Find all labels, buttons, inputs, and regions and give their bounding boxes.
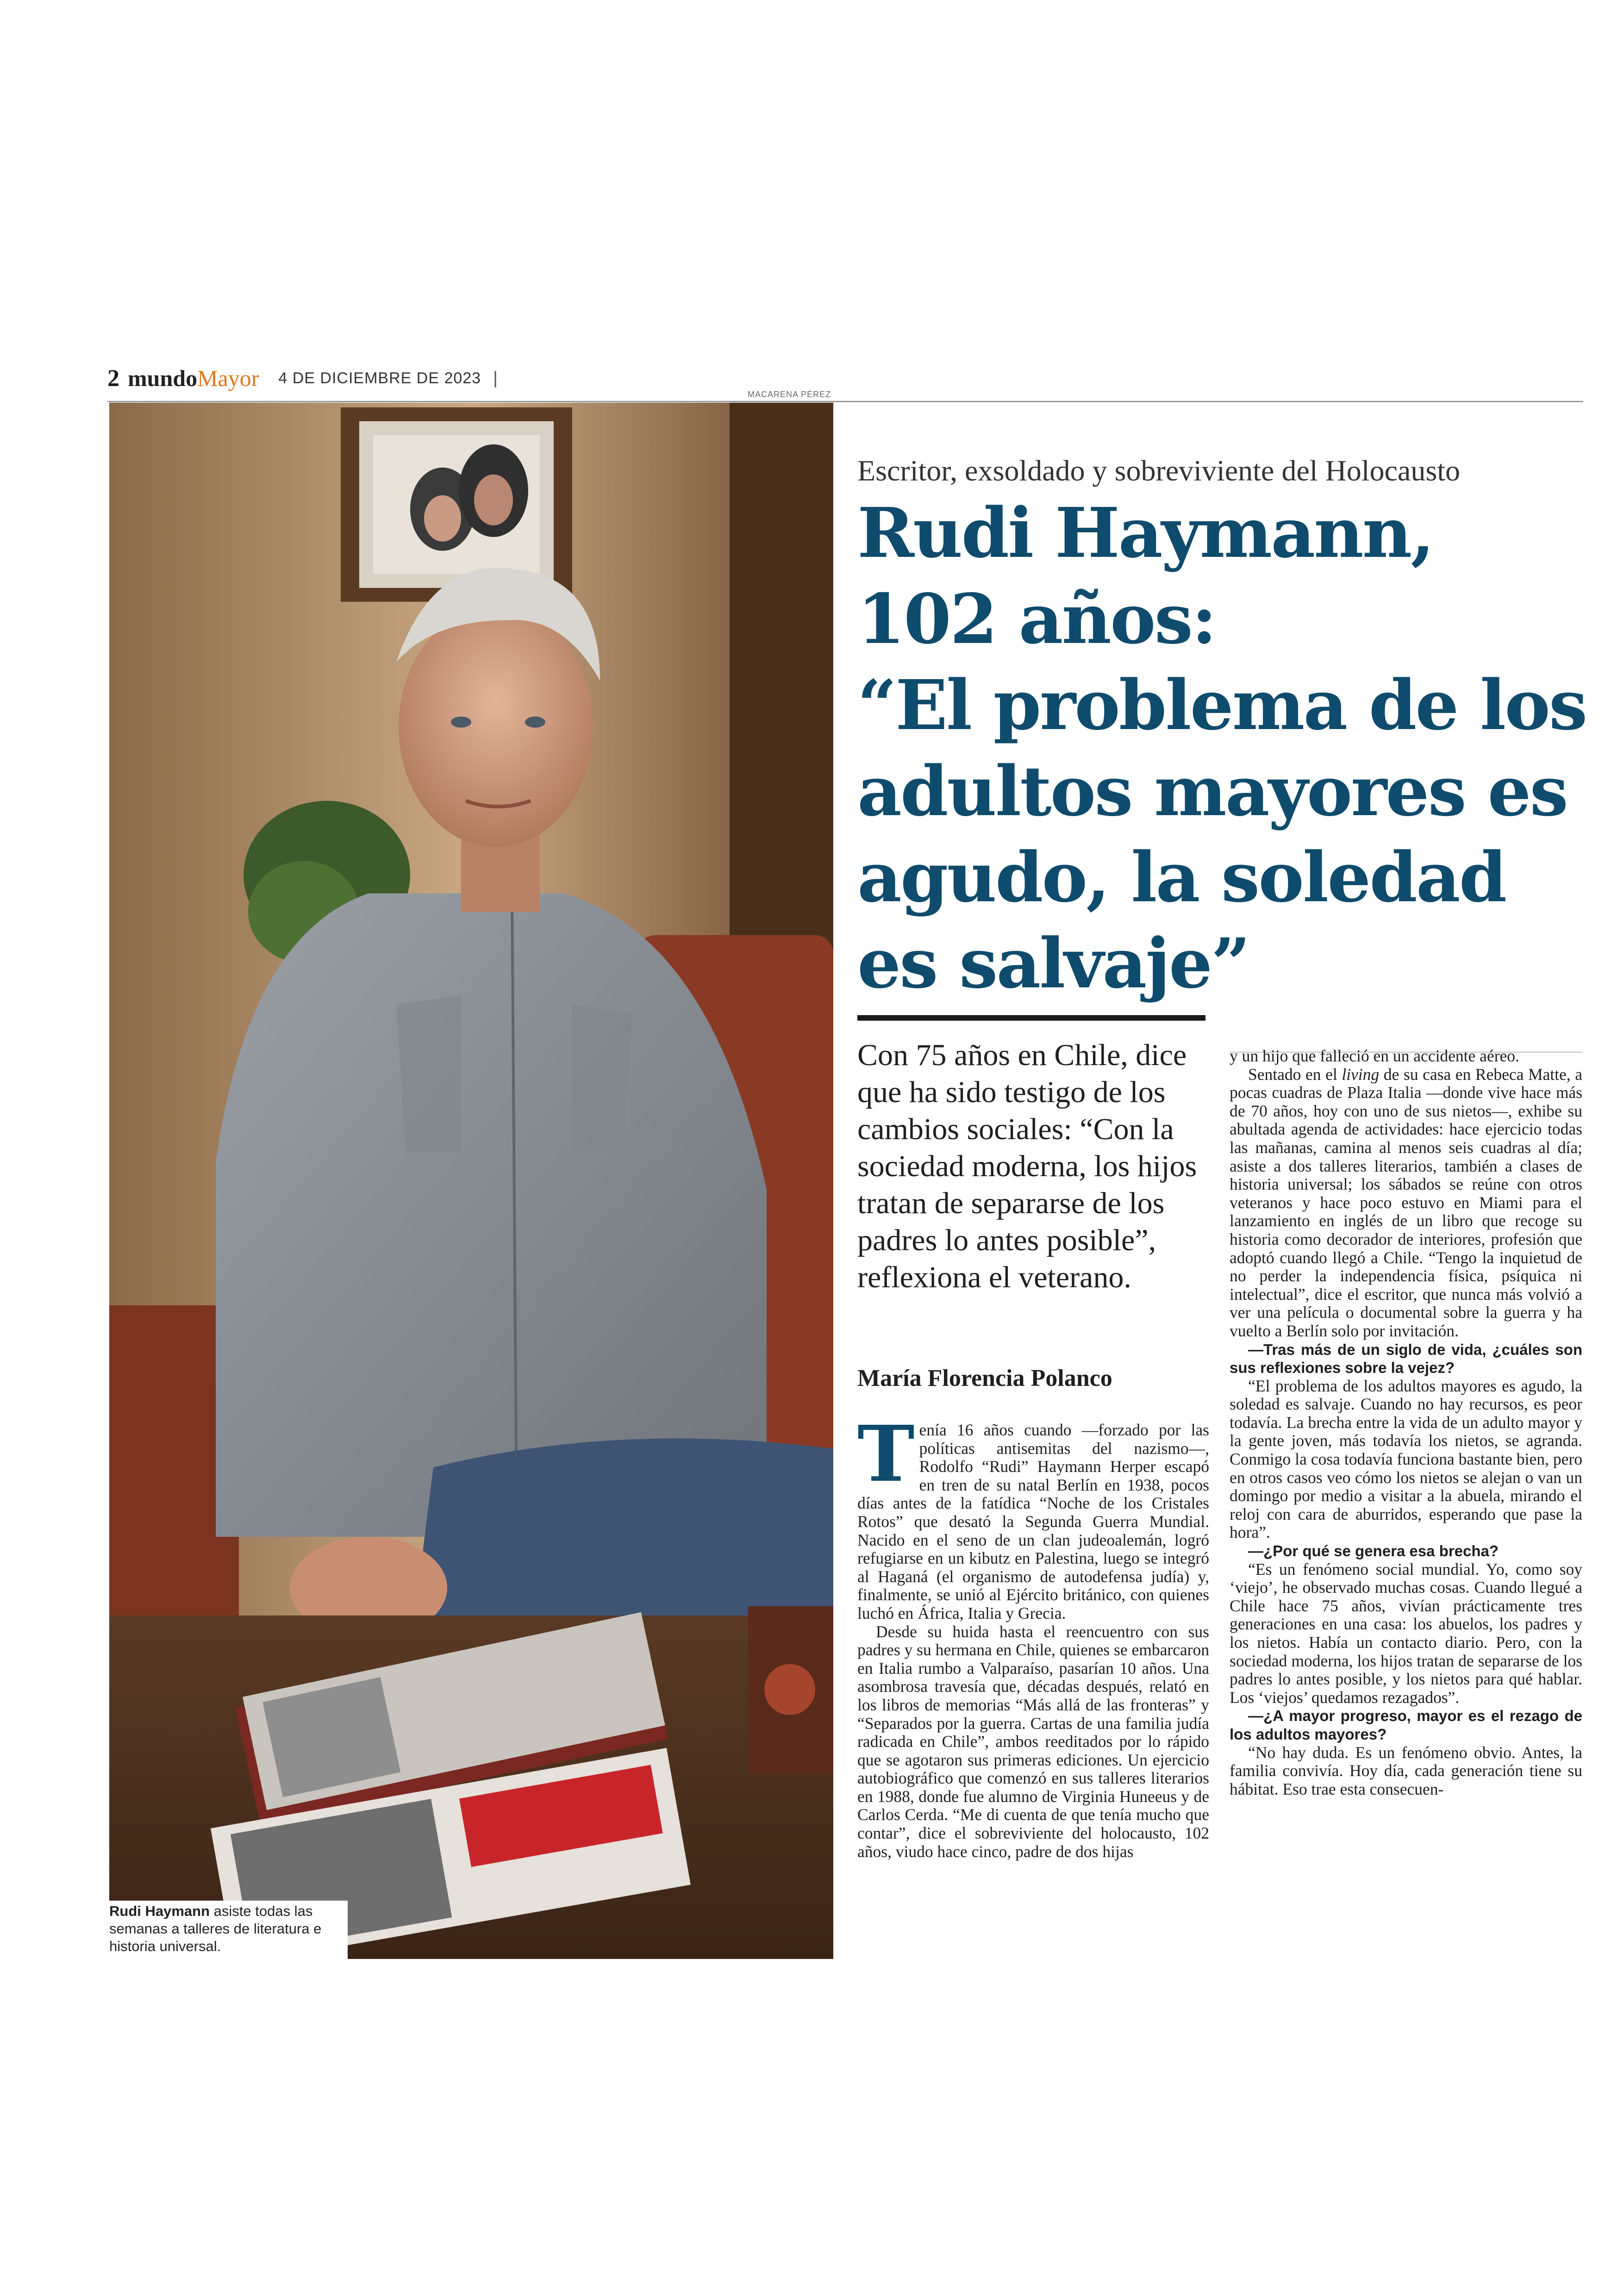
headline-line: Rudi Haymann, bbox=[857, 493, 1433, 573]
page-number: 2 bbox=[107, 365, 119, 392]
interview-answer: “No hay duda. Es un fenómeno obvio. Antes, la familia convivía. Hoy día, cada generación tiene su hábitat. Eso trae esta consecuen- bbox=[1230, 1743, 1582, 1798]
headline-line: es salvaje” bbox=[857, 923, 1249, 1004]
article-kicker: Escritor, exsoldado y sobreviviente del Holocausto bbox=[857, 454, 1460, 487]
article-column-2 bbox=[1230, 1047, 1582, 1798]
caption-text: asiste todas las semanas a talleres de literatura e historia universal. bbox=[109, 1903, 322, 1954]
article-byline: María Florencia Polanco bbox=[857, 1365, 1112, 1391]
portrait-illustration bbox=[109, 403, 833, 1959]
interview-question: —¿Por qué se genera esa brecha? bbox=[1248, 1542, 1499, 1560]
issue-date: 4 DE DICIEMBRE DE 2023 bbox=[278, 369, 481, 387]
body-paragraph: Sentado en el living de su casa en Rebeca Matte, a pocas cuadras de Plaza Italia —donde vive hace más de 70 años, hoy con uno de sus nietos—, exhibe su abultada agenda de actividades: hace ejercicio todas las mañanas, camina al menos seis cuadras al día; asiste a dos talleres literarios, también a clases de historia universal; los sábados se reúne con otros veteranos y hace poco estuvo en Miami para el lanzamiento en inglés de un libro que recoge su historia como decorador de interiores, profesión que adoptó cuando llegó a Chile. “Tengo la inquietud de no perder la independencia física, psíquica ni intelectual”, dice el escritor, que nunca más volvió a ver una película o documental sobre la guerra y ha vuelto a Berlín solo por invitación. bbox=[1230, 1065, 1582, 1340]
article-headline bbox=[857, 490, 1587, 1006]
header-rule bbox=[107, 401, 1583, 402]
section-name-mayor: Mayor bbox=[197, 365, 259, 391]
portrait-photo bbox=[109, 403, 833, 1959]
drop-cap: T bbox=[857, 1409, 915, 1499]
lead-paragraph: Tenía 16 años cuando —forzado por las políticas antisemitas del nazismo—, Rodolfo “Rudi” Haymann Herper escapó en tren de su natal Berlín en 1938, pocos días antes de la fatídica “Noche de los Cristales Rotos” que desató la Segunda Guerra Mundial. Nacido en el seno de un clan judeoalemán, logró refugiarse en un kibutz en Palestina, luego se integró al Haganá (el organismo de autodefensa judía) y, finalmente, se unió al Ejército británico, con quienes luchó en África, Italia y Grecia. bbox=[857, 1409, 1209, 1622]
headline-line: “El problema de los bbox=[857, 665, 1587, 745]
page-folio bbox=[107, 362, 498, 394]
interview-question: —¿A mayor progreso, mayor es el rezago de los adultos mayores? bbox=[1230, 1707, 1582, 1743]
photo-credit: MACARENA PÉREZ bbox=[748, 390, 831, 399]
article-column-1 bbox=[857, 1409, 1210, 1861]
headline-rule bbox=[857, 1015, 1206, 1021]
interview-answer: “El problema de los adultos mayores es agudo, la soledad es salvaje. Cuando no hay recursos, es peor todavía. La brecha entre la vida de un adulto mayor y la gente joven, más todavía los nietos, se agranda. Conmigo la cosa todavía funciona bastante bien, pero en otros casos veo cómo los nietos se alejan o van un domingo por medio a visitar a la abuela, mirando el reloj con cara de aburridos, esperando que pase la hora”. bbox=[1230, 1376, 1582, 1542]
body-paragraph: Desde su huida hasta el reencuentro con sus padres y su hermana en Chile, quienes se embarcaron en Italia rumbo a Valparaíso, pasarían 10 años. Una asombrosa travesía que, décadas después, relató en los libros de memorias “Más allá de las fronteras” y “Separados por la guerra. Cartas de una familia judía radicada en Chile”, ambos reeditados por lo rápido que se agotaron sus primeras ediciones. Un ejercicio autobiográfico que comenzó en sus talleres literarios en 1988, donde fue alumno de Virginia Huneeus y de Carlos Cerda. “Me di cuenta de que tenía mucho que contar”, dice el sobreviviente del holocausto, 102 años, viudo hace cinco, padre de dos hijas bbox=[857, 1622, 1210, 1861]
photo-caption bbox=[109, 1901, 348, 1959]
section-name-mundo: mundo bbox=[128, 365, 198, 391]
headline-line: agudo, la soledad bbox=[857, 837, 1506, 917]
article-deck: Con 75 años en Chile, dice que ha sido testigo de los cambios sociales: “Con la sociedad moderna, los hijos tratan de separarse de los padres lo antes posible”, reflexiona el veterano. bbox=[857, 1038, 1197, 1294]
interview-question: —Tras más de un siglo de vida, ¿cuáles son sus reflexiones sobre la vejez? bbox=[1230, 1341, 1582, 1377]
folio-separator: | bbox=[493, 368, 498, 388]
interview-answer: “Es un fenómeno social mundial. Yo, como soy ‘viejo’, he observado muchas cosas. Cuando llegué a Chile hace 75 años, vivían prácticamente tres generaciones en una casa: los abuelos, los padres y los nietos. Había un contacto diario. Pero, con la sociedad moderna, los hijos tratan de separarse de los padres lo antes posible, y los nietos para qué hablar. Los ‘viejos’ quedamos rezagados”. bbox=[1230, 1559, 1582, 1707]
body-paragraph: y un hijo que falleció en un accidente aéreo. bbox=[1230, 1047, 1519, 1065]
headline-line: 102 años: bbox=[857, 579, 1216, 659]
caption-subject: Rudi Haymann bbox=[109, 1903, 210, 1919]
headline-line: adultos mayores es bbox=[857, 751, 1567, 831]
